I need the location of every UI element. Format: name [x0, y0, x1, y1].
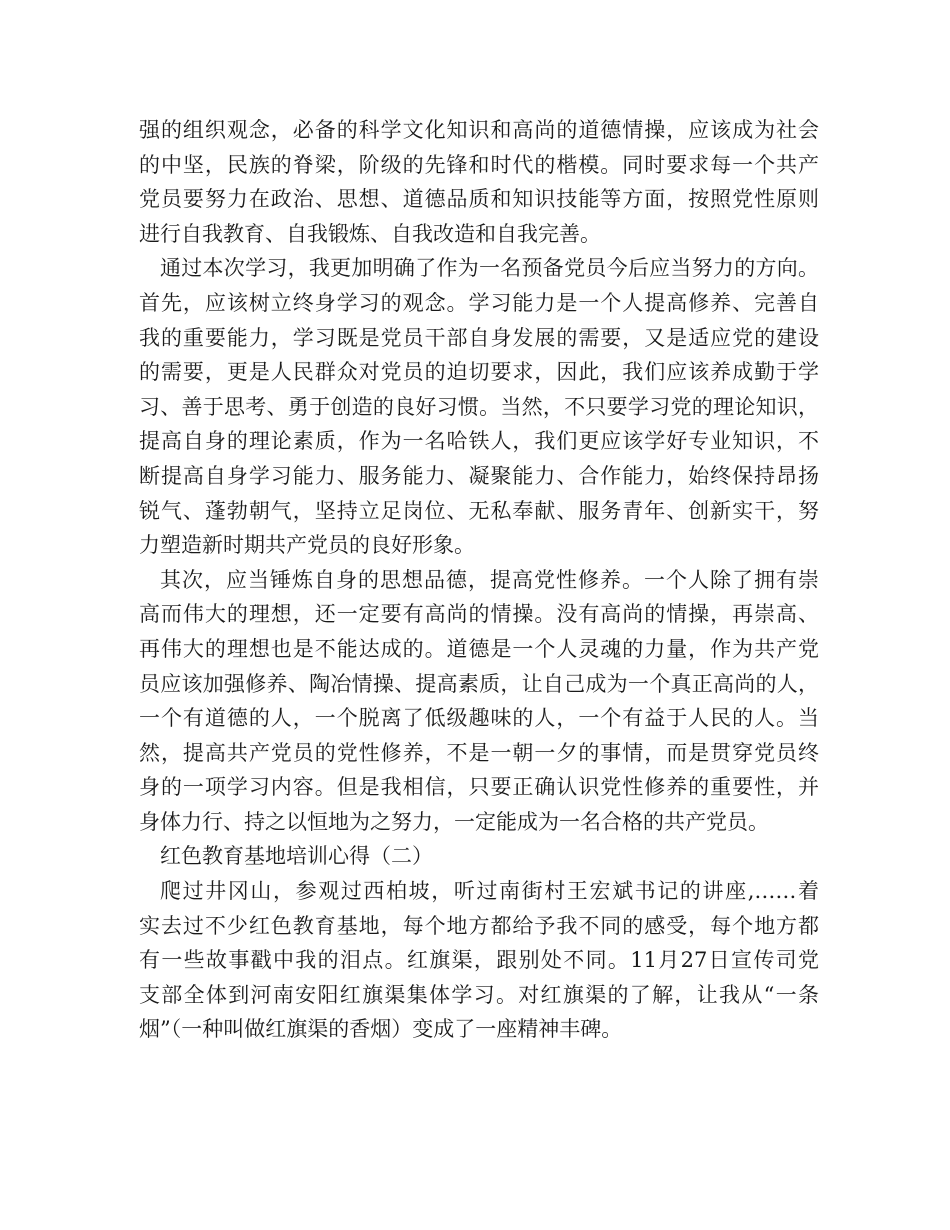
text-line: 习、善于思考、勇于创造的良好习惯。当然，不只要学习党的理论知识， — [139, 394, 819, 419]
text-line: 首先，应该树立终身学习的观念。学习能力是一个人提高修养、完善自 — [139, 290, 819, 315]
text-line: 我的重要能力，学习既是党员干部自身发展的需要，又是适应党的建设 — [139, 325, 819, 350]
text-line: 有一些故事戳中我的泪点。红旗渠，跟别处不同。11月27日宣传司党 — [139, 948, 819, 973]
text-line: 员应该加强修养、陶冶情操、提高素质，让自己成为一个真正高尚的人， — [139, 671, 819, 696]
text-line: 锐气、蓬勃朝气，坚持立足岗位、无私奉献、服务青年、创新实干，努 — [139, 498, 819, 523]
text-line: 实去过不少红色教育基地，每个地方都给予我不同的感受，每个地方都 — [139, 913, 819, 938]
text-line: 身的一项学习内容。但是我相信，只要正确认识党性修养的重要性，并 — [139, 775, 819, 800]
document-page — [139, 113, 819, 1047]
text-line: 再伟大的理想也是不能达成的。道德是一个人灵魂的力量，作为共产党 — [139, 636, 819, 661]
text-line: 的中坚，民族的脊梁，阶级的先锋和时代的楷模。同时要求每一个共产 — [139, 152, 819, 177]
text-line: 身体力行、持之以恒地为之努力，一定能成为一名合格的共产党员。 — [139, 809, 769, 834]
text-line: 断提高自身学习能力、服务能力、凝聚能力、合作能力，始终保持昂扬 — [139, 463, 819, 488]
text-line: 高而伟大的理想，还一定要有高尚的情操。没有高尚的情操，再崇高、 — [139, 602, 819, 627]
paragraph — [139, 251, 819, 562]
text-line: 的需要，更是人民群众对党员的迫切要求，因此，我们应该养成勤于学 — [139, 360, 819, 385]
section-heading — [139, 839, 819, 874]
text-line: 进行自我教育、自我锻炼、自我改造和自我完善。 — [139, 221, 601, 246]
text-line: 支部全体到河南安阳红旗渠集体学习。对红旗渠的了解，让我从“一条 — [139, 982, 819, 1007]
paragraph — [139, 113, 819, 251]
text-line: 通过本次学习，我更加明确了作为一名预备党员今后应当努力的方向。 — [160, 256, 819, 281]
text-line: 强的组织观念，必备的科学文化知识和高尚的道德情操，应该成为社会 — [139, 118, 819, 142]
text-line: 力塑造新时期共产党员的良好形象。 — [139, 533, 475, 558]
paragraph — [139, 874, 819, 1047]
text-line: 党员要努力在政治、思想、道德品质和知识技能等方面，按照党性原则 — [139, 187, 819, 212]
text-line: 提高自身的理论素质，作为一名哈铁人，我们更应该学好专业知识，不 — [139, 429, 819, 454]
text-line: 然，提高共产党员的党性修养，不是一朝一夕的事情，而是贯穿党员终 — [139, 740, 819, 765]
text-line: 一个有道德的人，一个脱离了低级趣味的人，一个有益于人民的人。当 — [139, 706, 819, 731]
text-line: 烟”（一种叫做红旗渠的香烟）变成了一座精神丰碑。 — [139, 1017, 623, 1042]
text-line: 爬过井冈山，参观过西柏坡，听过南街村王宏斌书记的讲座,……着 — [160, 879, 819, 904]
text-line: 其次，应当锤炼自身的思想品德，提高党性修养。一个人除了拥有崇 — [160, 567, 819, 592]
paragraph — [139, 563, 819, 840]
section-heading-text: 红色教育基地培训心得（二） — [160, 844, 433, 869]
